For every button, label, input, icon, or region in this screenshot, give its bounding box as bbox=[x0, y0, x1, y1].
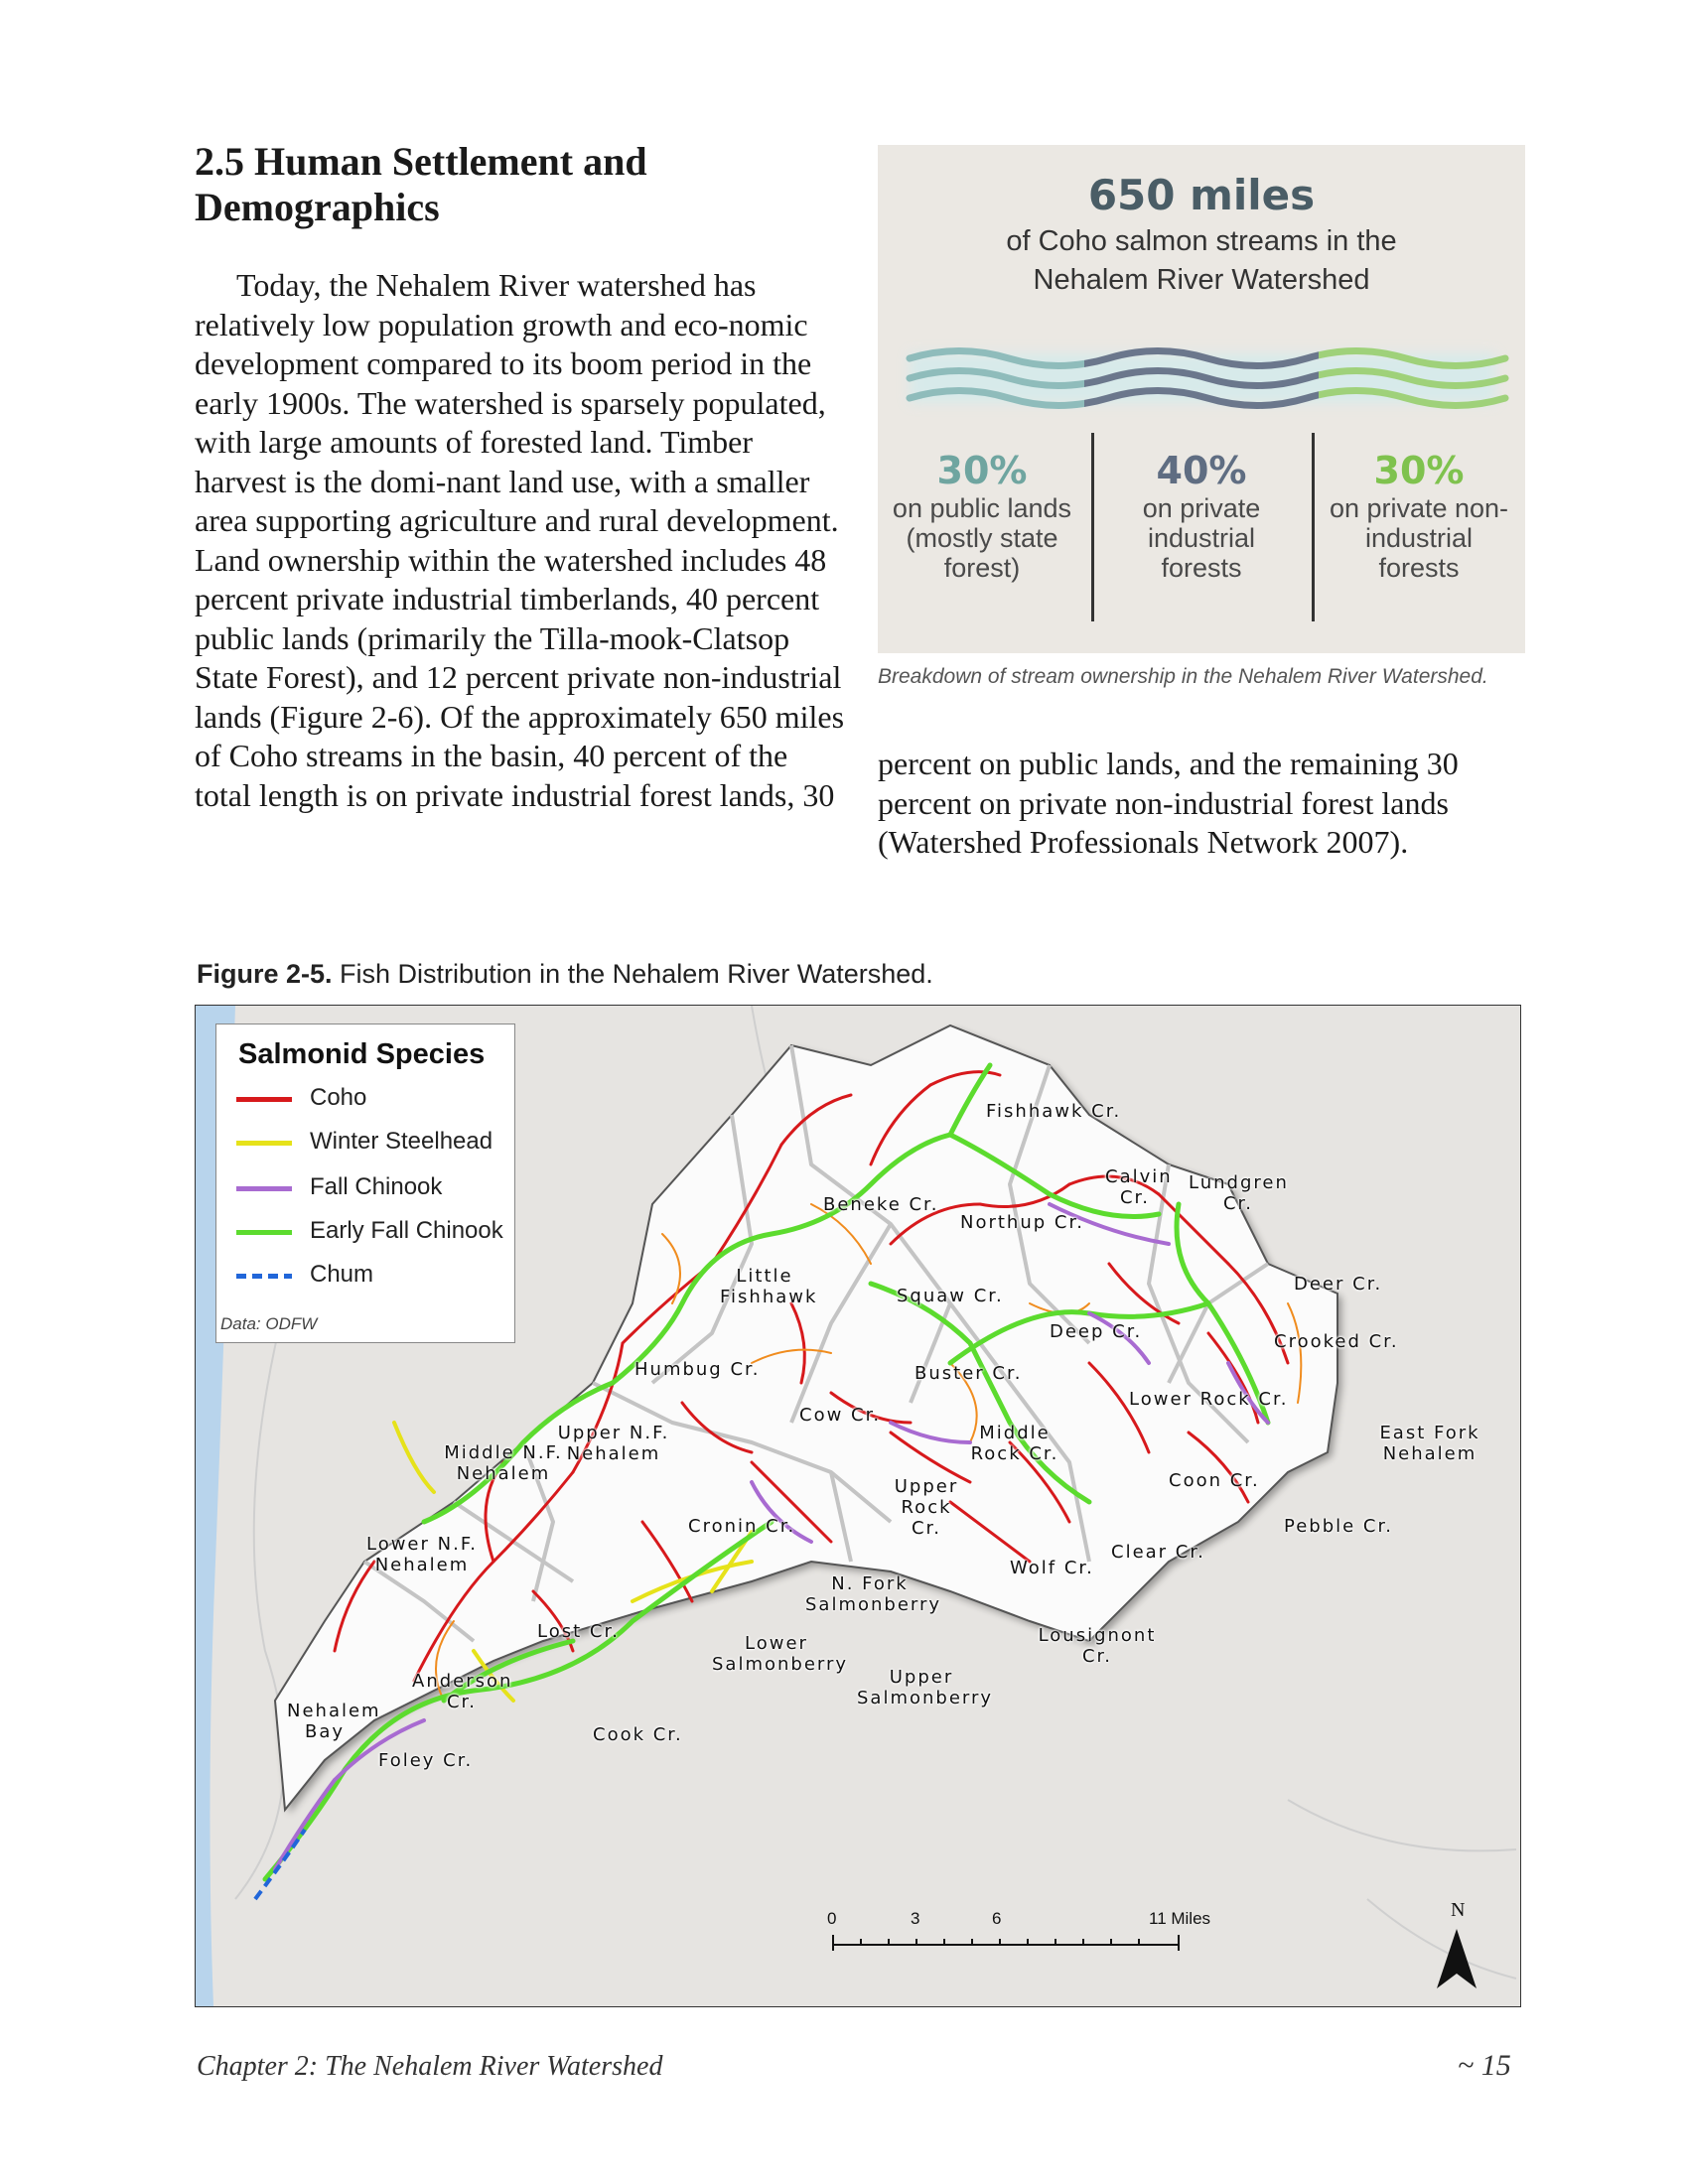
scale-label: 0 bbox=[827, 1909, 837, 1928]
early-fall-chinook-swatch bbox=[236, 1230, 292, 1235]
map-label: Anderson Cr. bbox=[412, 1671, 513, 1712]
map-label: Little Fishhawk bbox=[720, 1266, 818, 1307]
winter-steelhead-swatch bbox=[236, 1141, 292, 1146]
map-label: Deer Cr. bbox=[1294, 1274, 1383, 1295]
coho-swatch bbox=[236, 1097, 292, 1102]
legend-label: Fall Chinook bbox=[310, 1173, 443, 1200]
page-number: ~ 15 bbox=[1458, 2049, 1511, 2082]
scale-label: 3 bbox=[911, 1909, 920, 1928]
infographic-caption: Breakdown of stream ownership in the Nehalem River Watershed. bbox=[878, 665, 1488, 688]
map-label: Cow Cr. bbox=[799, 1405, 882, 1426]
map-label: Northup Cr. bbox=[960, 1212, 1084, 1233]
private-nonindustrial-percent: 30% bbox=[1373, 449, 1465, 492]
ownership-private-industrial bbox=[1107, 448, 1296, 583]
map-label: Coon Cr. bbox=[1169, 1470, 1260, 1491]
body-paragraph-right: percent on public lands, and the remaining 30 percent on private non-industrial forest lands (Watershed Professionals Network 2007). bbox=[878, 746, 1459, 860]
scale-bar bbox=[833, 1935, 1179, 1951]
figure-label: Figure 2-5. bbox=[197, 959, 333, 989]
map-label: Lousignont Cr. bbox=[1038, 1625, 1157, 1667]
map-label: Fishhawk Cr. bbox=[986, 1101, 1122, 1122]
fish-distribution-map bbox=[195, 1005, 1521, 2007]
map-label: Beneke Cr. bbox=[823, 1194, 939, 1215]
north-arrow-icon bbox=[1437, 1929, 1477, 1988]
ownership-public bbox=[888, 448, 1076, 583]
map-label: Upper Rock Cr. bbox=[894, 1476, 959, 1539]
legend-label: Early Fall Chinook bbox=[310, 1217, 503, 1244]
private-industrial-label: on private industrial forests bbox=[1142, 493, 1261, 583]
legend-data-source: Data: ODFW bbox=[220, 1314, 318, 1333]
heading-line-2: Demographics bbox=[195, 185, 440, 229]
map-label: Nehalem Bay bbox=[287, 1701, 381, 1742]
legend-title: Salmonid Species bbox=[238, 1038, 486, 1070]
map-label: Lower Salmonberry bbox=[712, 1633, 849, 1675]
scale-label: 11 Miles bbox=[1149, 1909, 1211, 1928]
north-label: N bbox=[1451, 1899, 1466, 1921]
map-label: Crooked Cr. bbox=[1274, 1331, 1399, 1352]
map-label: Upper Salmonberry bbox=[857, 1667, 994, 1708]
private-industrial-percent: 40% bbox=[1156, 449, 1247, 492]
figure-title bbox=[197, 959, 933, 990]
map-label: Wolf Cr. bbox=[1010, 1558, 1094, 1578]
stream-ownership-infographic bbox=[878, 145, 1525, 653]
map-label: Pebble Cr. bbox=[1284, 1516, 1393, 1537]
map-legend bbox=[215, 1024, 515, 1343]
stream-waves-graphic bbox=[890, 324, 1513, 423]
map-label: Deep Cr. bbox=[1050, 1321, 1143, 1342]
map-label: Buster Cr. bbox=[914, 1363, 1023, 1384]
map-label: Lower Rock Cr. bbox=[1129, 1389, 1289, 1410]
ownership-private-nonindustrial bbox=[1325, 448, 1513, 583]
section-heading bbox=[195, 139, 830, 230]
map-label: Middle N.F. Nehalem bbox=[444, 1442, 563, 1484]
divider bbox=[1312, 433, 1315, 621]
map-label: Lost Cr. bbox=[537, 1621, 620, 1642]
map-label: Calvin Cr. bbox=[1105, 1166, 1173, 1208]
fall-chinook-swatch bbox=[236, 1186, 292, 1191]
map-label: Foley Cr. bbox=[378, 1750, 474, 1771]
figure-title-text: Fish Distribution in the Nehalem River Watershed. bbox=[340, 959, 933, 989]
map-label: East Fork Nehalem bbox=[1379, 1423, 1480, 1464]
map-label: Middle Rock Cr. bbox=[970, 1423, 1059, 1464]
map-label: Cook Cr. bbox=[593, 1724, 683, 1745]
heading-line-1: 2.5 Human Settlement and bbox=[195, 139, 647, 184]
map-label: Lundgren Cr. bbox=[1189, 1172, 1289, 1214]
map-label: N. Fork Salmonberry bbox=[805, 1573, 942, 1615]
private-nonindustrial-label: on private non-industrial forests bbox=[1329, 493, 1509, 583]
chum-swatch bbox=[236, 1274, 292, 1279]
map-label: Cronin Cr. bbox=[688, 1516, 796, 1537]
map-label: Upper N.F. Nehalem bbox=[557, 1423, 670, 1464]
map-label: Clear Cr. bbox=[1111, 1542, 1205, 1563]
public-percent: 30% bbox=[936, 449, 1028, 492]
legend-label: Coho bbox=[310, 1084, 367, 1111]
chapter-footer: Chapter 2: The Nehalem River Watershed bbox=[197, 2051, 663, 2082]
map-label: Squaw Cr. bbox=[897, 1286, 1004, 1306]
public-label: on public lands (mostly state forest) bbox=[892, 493, 1072, 583]
map-label: Lower N.F. Nehalem bbox=[365, 1534, 478, 1575]
infographic-headline: 650 miles bbox=[1087, 171, 1316, 219]
infographic-subhead: of Coho salmon streams in the Nehalem River Watershed bbox=[1006, 225, 1397, 296]
body-paragraph-left: Today, the Nehalem River watershed has relatively low population growth and eco-nomic development compared to its boom period in the early 1900s. The watershed is sparsely populated, with large amounts of forested land. Timber harvest is the domi-nant land use, with a smaller area supporting agriculture and rural development. Land ownership within the watershed includes 48 percent private industrial timberlands, 40 percent public lands (primarily the Tilla-mook-Clatsop State Forest), and 12 percent private non-industrial lands (Figure 2-6). Of the approximately 650 miles of Coho streams in the basin, 40 percent of the total length is on private industrial forest lands, 30 bbox=[195, 267, 845, 813]
scale-label: 6 bbox=[992, 1909, 1002, 1928]
legend-label: Winter Steelhead bbox=[310, 1128, 493, 1155]
legend-label: Chum bbox=[310, 1261, 374, 1288]
divider bbox=[1091, 433, 1094, 621]
map-label: Humbug Cr. bbox=[634, 1359, 761, 1380]
